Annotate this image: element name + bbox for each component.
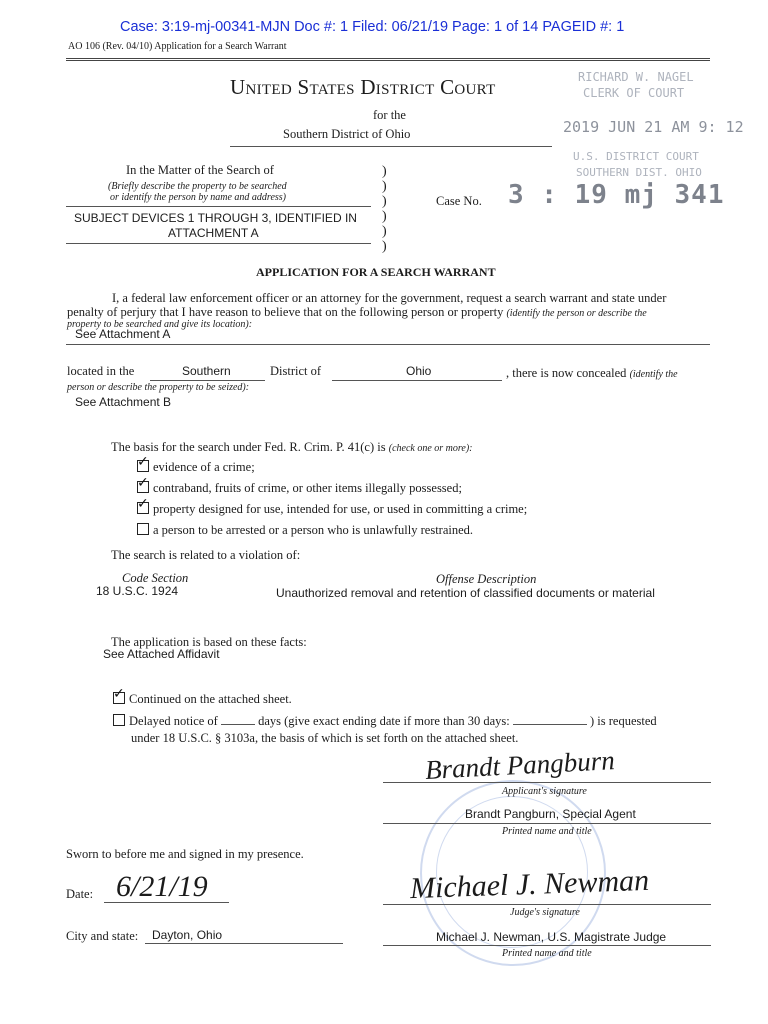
checkbox[interactable]: [137, 523, 149, 535]
for-the: for the: [373, 108, 406, 122]
judge-name-rule: [383, 945, 711, 946]
city-label: City and state:: [66, 929, 139, 943]
district-value: Ohio: [406, 364, 432, 378]
applicant-name: Brandt Pangburn, Special Agent: [465, 807, 636, 821]
basis-option-4: a person to be arrested or a person who is unlawfully restrained.: [137, 523, 473, 538]
judge-name-label: Printed name and title: [502, 948, 592, 959]
date-label: Date:: [66, 887, 94, 901]
header-rule: [66, 58, 710, 61]
basis-option-1: ✓evidence of a crime;: [137, 460, 255, 475]
para-line-2-note: (identify the person or describe the: [506, 308, 647, 319]
basis-option-3: ✓property designed for use, intended for use, or used in committing a crime;: [137, 502, 527, 517]
court-stamp-line2: SOUTHERN DIST. OHIO: [576, 166, 702, 179]
city-rule: [145, 943, 343, 944]
concealed-label: , there is now concealed: [506, 366, 627, 380]
applicant-signature-rule: [383, 782, 711, 783]
case-number-stamp: 3 : 19 mj 341: [508, 180, 725, 210]
clerk-stamp-line1: RICHARD W. NAGEL: [578, 70, 694, 84]
violation-intro: The search is related to a violation of:: [111, 548, 301, 562]
district-value-rule: [332, 380, 502, 381]
checkbox[interactable]: [137, 481, 149, 493]
clerk-stamp-line2: CLERK OF COURT: [583, 86, 685, 100]
located-rule: [150, 380, 265, 381]
subject-line-1: SUBJECT DEVICES 1 THROUGH 3, IDENTIFIED IN: [74, 211, 357, 225]
days-blank[interactable]: [221, 724, 255, 725]
judge-signature-rule: [383, 904, 711, 905]
applicant-signature: Brandt Pangburn: [424, 745, 616, 785]
ending-date-blank[interactable]: [513, 724, 587, 725]
matter-instruction-1: (Briefly describe the property to be searched: [108, 181, 287, 192]
judge-signature: Michael J. Newman: [409, 863, 650, 906]
located-value: Southern: [182, 364, 231, 378]
district-rule: [230, 146, 552, 147]
para-line-2: [67, 305, 647, 320]
judge-name: Michael J. Newman, U.S. Magistrate Judge: [436, 930, 667, 944]
facts-value: See Attached Affidavit: [103, 647, 220, 661]
matter-rule-2: [66, 243, 371, 244]
district-label: District of: [270, 364, 322, 378]
checkbox[interactable]: [137, 460, 149, 472]
form-id: AO 106 (Rev. 04/10) Application for a Search Warrant: [68, 41, 287, 52]
offense-description-header: Offense Description: [436, 572, 537, 586]
court-stamp-line1: U.S. DISTRICT COURT: [573, 150, 699, 163]
sworn-statement: Sworn to before me and signed in my presence.: [66, 847, 304, 861]
facts-intro: The application is based on these facts:: [111, 635, 307, 649]
applicant-signature-label: Applicant's signature: [502, 786, 587, 797]
application-title: APPLICATION FOR A SEARCH WARRANT: [256, 265, 496, 279]
subject-line-2: ATTACHMENT A: [168, 226, 259, 240]
matter-rule-1: [66, 206, 371, 207]
concealed-note: (identify the: [629, 369, 678, 380]
concealed-line: [506, 366, 678, 381]
basis-intro-text: The basis for the search under Fed. R. Crim. P. 41(c) is: [111, 440, 386, 454]
city-value: Dayton, Ohio: [152, 928, 223, 942]
judge-signature-label: Judge's signature: [510, 907, 580, 918]
code-section-header: Code Section: [122, 571, 189, 585]
matter-brackets: ) ) ) ) ) ): [382, 164, 387, 254]
date-rule: [104, 902, 229, 903]
continued-sheet: ✓Continued on the attached sheet.: [113, 692, 292, 707]
para-line-1: I, a federal law enforcement officer or an attorney for the government, request a search warrant and state under: [112, 291, 667, 305]
date-value: 6/21/19: [116, 870, 208, 903]
property-value: See Attachment A: [75, 327, 171, 341]
checkbox[interactable]: [113, 692, 125, 704]
applicant-name-label: Printed name and title: [502, 826, 592, 837]
property-rule: [66, 344, 710, 345]
para-line-2-text: penalty of perjury that I have reason to believe that on the following person or property: [67, 305, 504, 319]
seized-note: person or describe the property to be seized):: [67, 382, 250, 393]
filed-date-stamp: 2019 JUN 21 AM 9: 12: [563, 118, 744, 136]
para-line-3-note: property to be searched and give its location):: [67, 319, 253, 330]
matter-heading: In the Matter of the Search of: [126, 163, 274, 177]
basis-intro-note: (check one or more):: [388, 443, 473, 454]
basis-intro: [111, 440, 473, 455]
seized-value: See Attachment B: [75, 395, 172, 409]
case-header: Case: 3:19-mj-00341-MJN Doc #: 1 Filed: 06/21/19 Page: 1 of 14 PAGEID #: 1: [120, 19, 625, 35]
delayed-notice-line-2: under 18 U.S.C. § 3103a, the basis of which is set forth on the attached sheet.: [131, 731, 519, 745]
case-no-label: Case No.: [436, 194, 482, 208]
checkbox[interactable]: [113, 714, 125, 726]
court-title: United States District Court: [230, 75, 496, 99]
delayed-notice: Delayed notice of days (give exact ending date if more than 30 days: ) is requested: [113, 714, 657, 729]
checkbox[interactable]: [137, 502, 149, 514]
basis-option-2: ✓contraband, fruits of crime, or other items illegally possessed;: [137, 481, 462, 496]
offense-description-value: Unauthorized removal and retention of classified documents or material: [276, 586, 655, 600]
code-section-value: 18 U.S.C. 1924: [96, 584, 179, 598]
matter-instruction-2: or identify the person by name and address): [110, 192, 286, 203]
located-label: located in the: [67, 364, 135, 378]
applicant-name-rule: [383, 823, 711, 824]
district-name: Southern District of Ohio: [283, 127, 411, 141]
